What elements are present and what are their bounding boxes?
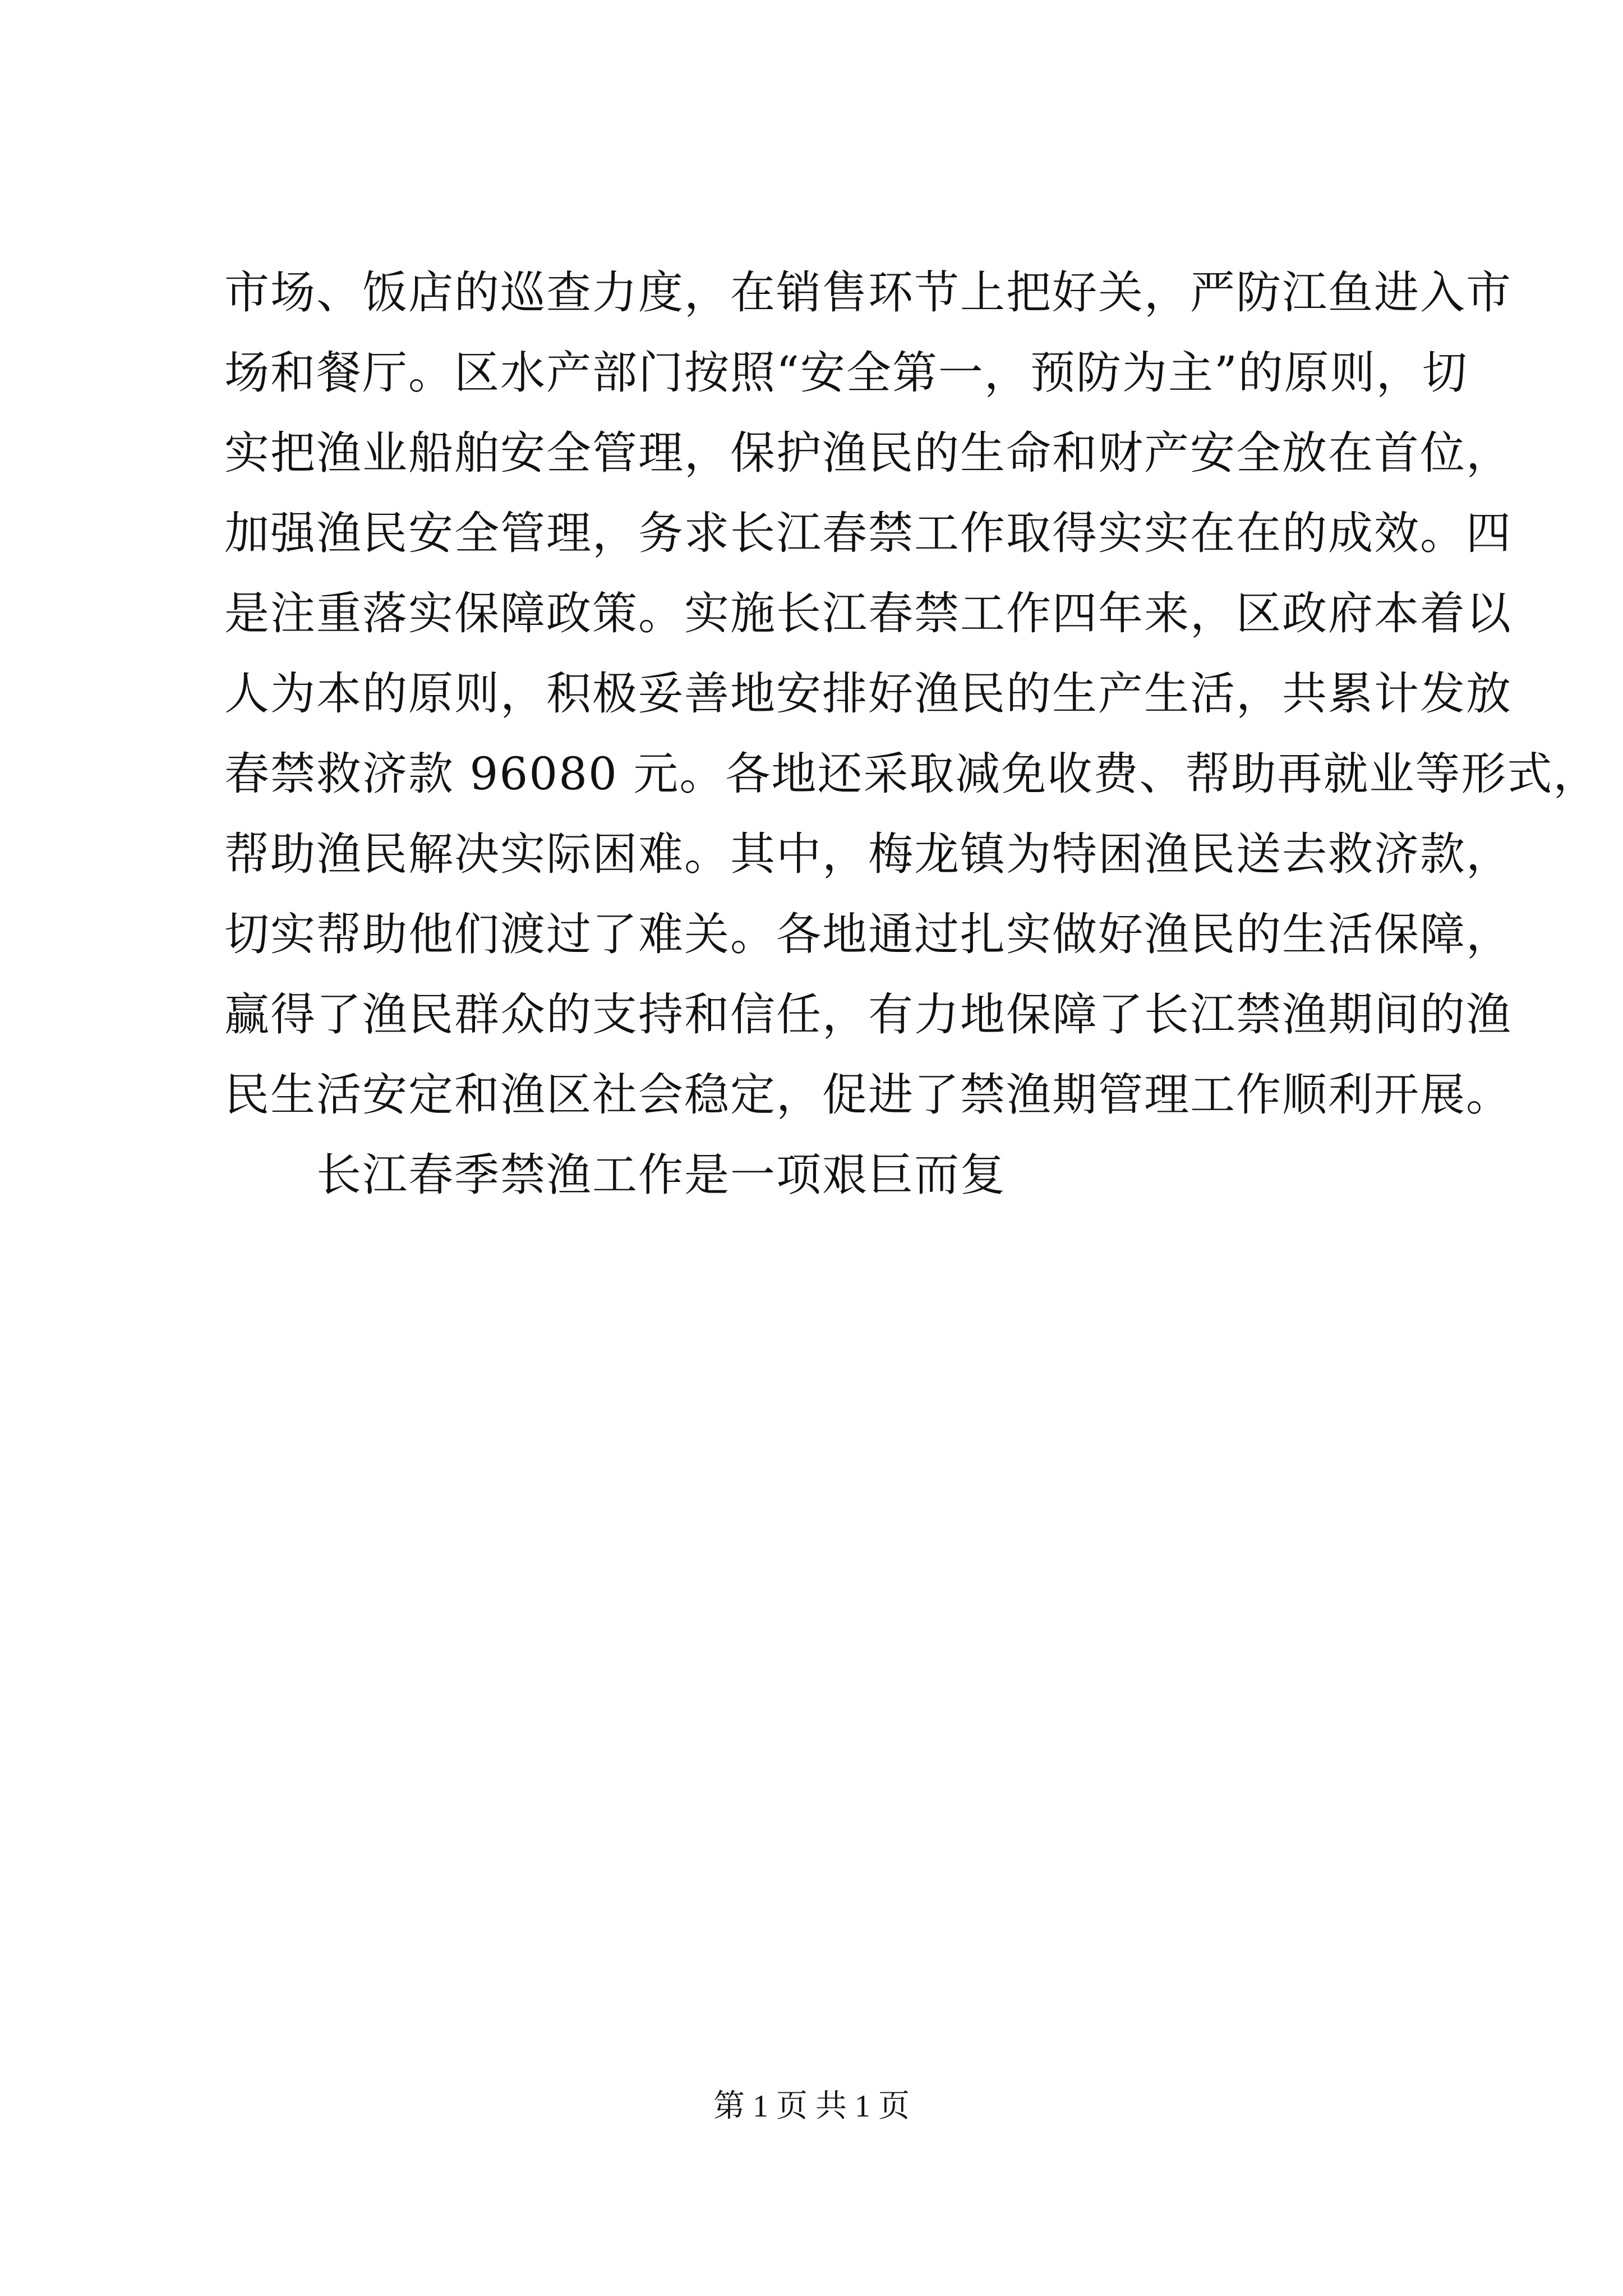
page-number-indicator: 第 1 页 共 1 页 [713,2089,910,2124]
paragraph-line: 人为本的原则，积极妥善地安排好渔民的生产生活，共累计发放 [224,668,1512,720]
paragraph-line: 实把渔业船舶安全管理，保护渔民的生命和财产安全放在首位， [224,427,1512,479]
paragraph-line: 切实帮助他们渡过了难关。各地通过扎实做好渔民的生活保障， [224,908,1512,960]
paragraph-2-first-line: 长江春季禁渔工作是一项艰巨而复 [316,1149,1006,1201]
paragraph-line: 市场、饭店的巡查力度，在销售环节上把好关，严防江鱼进入市 [224,266,1512,319]
paragraph-line: 加强渔民安全管理，务求长江春禁工作取得实实在在的成效。四 [224,507,1512,559]
paragraph-line: 是注重落实保障政策。实施长江春禁工作四年来，区政府本着以 [224,587,1512,639]
document-body [224,252,1599,1215]
paragraph-line: 民生活安定和渔区社会稳定，促进了禁渔期管理工作顺利开展。 [224,1069,1512,1121]
paragraph-line: 赢得了渔民群众的支持和信任，有力地保障了长江禁渔期间的渔 [224,988,1512,1041]
page-footer [0,2087,1623,2126]
paragraph-line: 帮助渔民解决实际困难。其中，梅龙镇为特困渔民送去救济款， [224,828,1512,880]
paragraph-line: 春禁救济款 96080 元。各地还采取减免收费、帮助再就业等形式， [224,748,1599,800]
paragraph-line: 场和餐厅。区水产部门按照“安全第一，预防为主”的原则，切 [224,347,1468,399]
